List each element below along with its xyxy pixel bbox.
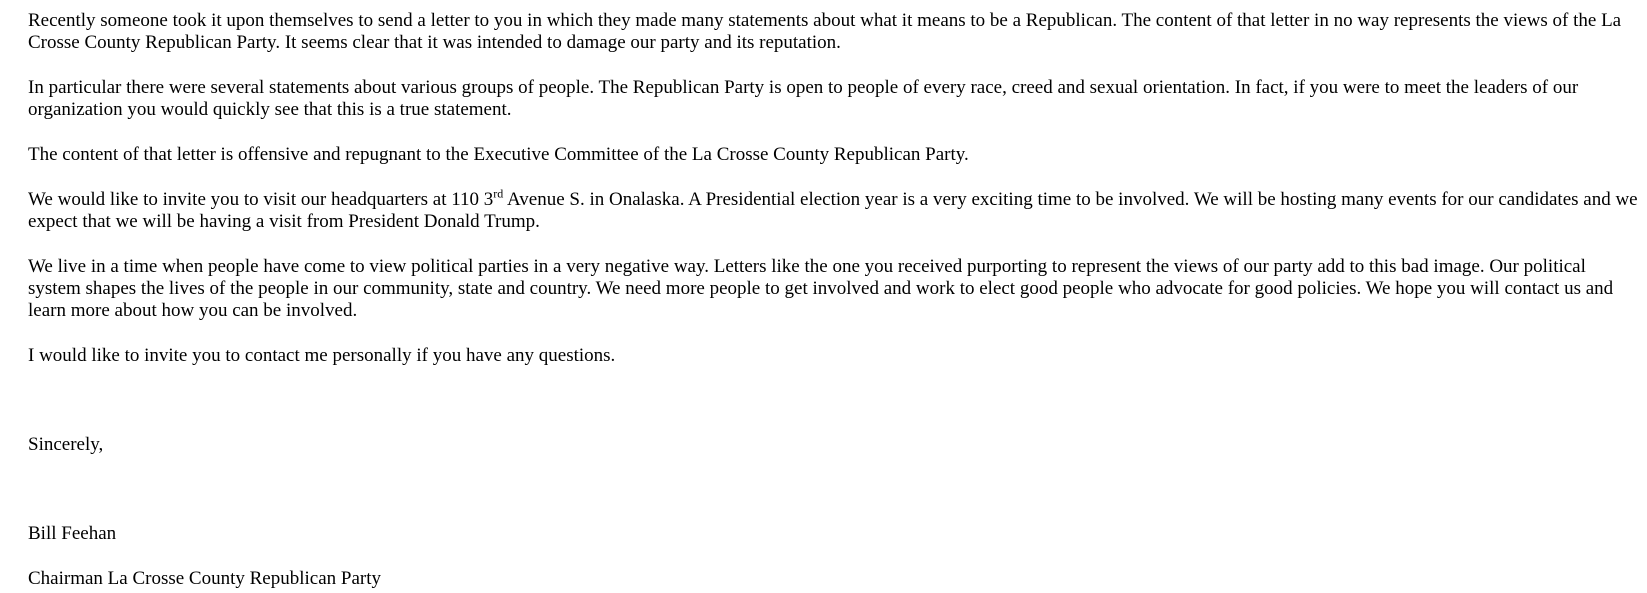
paragraph-4 (28, 186, 1640, 233)
closing: Sincerely, (28, 434, 104, 455)
signature-title: Chairman La Crosse County Republican Party (28, 568, 382, 589)
signature-name: Bill Feehan (28, 523, 117, 544)
paragraph-5: We live in a time when people have come to view political parties in a very negative way. Letters like the one you received purporting to represent the views of our party add to this bad image. Our political system shapes the lives of the people in our community, state and country. We need more people to get involved and work to elect good people who advocate for good policies. We hope you will contact us and learn more about how you can be involved. (28, 256, 1614, 321)
paragraph-2: In particular there were several statements about various groups of people. The Republican Party is open to people of every race, creed and sexual orientation. In fact, if you were to meet the leaders of our organization you would quickly see that this is a true statement. (28, 77, 1579, 120)
paragraph-3: The content of that letter is offensive and repugnant to the Executive Committee of the La Crosse County Republican Party. (28, 144, 969, 165)
ordinal-suffix: rd (493, 186, 504, 201)
paragraph-4-start: We would like to invite you to visit our headquarters at 110 3 (28, 189, 494, 210)
letter-body (28, 10, 1640, 590)
paragraph-1: Recently someone took it upon themselves to send a letter to you in which they made many statements about what it means to be a Republican. The content of that letter in no way represents the views of the La Crosse County Republican Party. It seems clear that it was intended to damage our party and its reputation. (28, 10, 1622, 53)
paragraph-6: I would like to invite you to contact me personally if you have any questions. (28, 345, 616, 366)
paragraph-4-end: Avenue S. in Onalaska. A Presidential election year is a very exciting time to be involved. We will be hosting many events for our candidates and we expect that we will be having a visit from President Donald Trump. (28, 189, 1638, 232)
